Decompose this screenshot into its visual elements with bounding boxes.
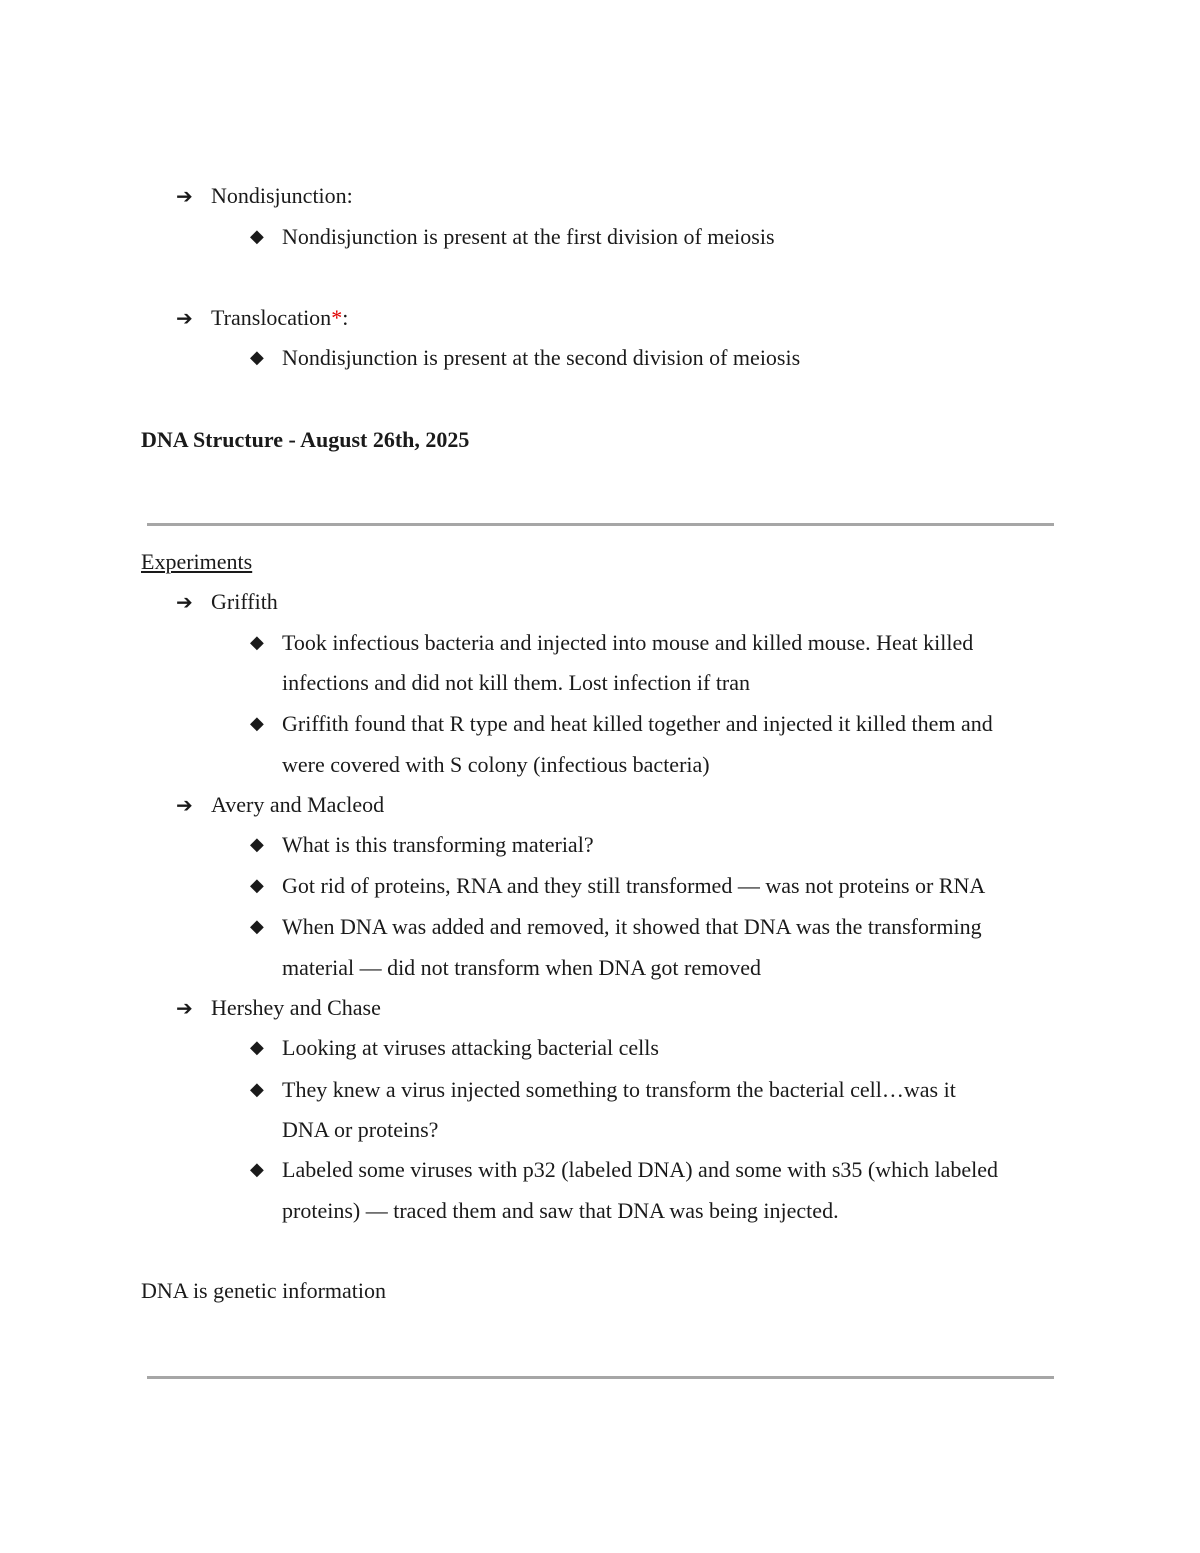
diamond-bullet-icon: ◆ [250, 347, 264, 368]
avery-bullet-3-line-1: When DNA was added and removed, it showed that DNA was the transforming [282, 914, 982, 939]
asterisk-mark: * [331, 305, 343, 330]
griffith-bullet-1-line-2: infections and did not kill them. Lost infection if tran [282, 670, 751, 695]
hershey-bullet-3-line-2: proteins) — traced them and saw that DNA was being injected. [282, 1198, 839, 1223]
arrow-bullet-icon: ➔ [176, 590, 193, 614]
section-heading: DNA Structure - August 26th, 2025 [141, 427, 470, 452]
diamond-bullet-icon: ◆ [250, 916, 264, 937]
hershey-bullet-1: Looking at viruses attacking bacterial cells [282, 1035, 659, 1060]
horizontal-rule [147, 1376, 1054, 1379]
hershey-bullet-2-line-1: They knew a virus injected something to transform the bacterial cell…was it [282, 1077, 956, 1102]
avery-bullet-3-line-2: material — did not transform when DNA got removed [282, 955, 762, 980]
griffith-title: Griffith [211, 589, 278, 614]
griffith-bullet-1-line-1: Took infectious bacteria and injected into mouse and killed mouse. Heat killed [282, 630, 974, 655]
diamond-bullet-icon: ◆ [250, 1079, 264, 1100]
avery-bullet-1: What is this transforming material? [282, 832, 594, 857]
avery-bullet-2: Got rid of proteins, RNA and they still transformed — was not proteins or RNA [282, 873, 986, 898]
diamond-bullet-icon: ◆ [250, 226, 264, 247]
horizontal-rule [147, 523, 1054, 526]
translocation-colon: : [342, 305, 349, 330]
diamond-bullet-icon: ◆ [250, 713, 264, 734]
arrow-bullet-icon: ➔ [176, 184, 193, 208]
conclusion-text: DNA is genetic information [141, 1278, 387, 1303]
hershey-bullet-3-line-1: Labeled some viruses with p32 (labeled DNA) and some with s35 (which labeled [282, 1157, 999, 1182]
nondisjunction-title: Nondisjunction: [211, 183, 353, 208]
diamond-bullet-icon: ◆ [250, 875, 264, 896]
translocation-title [211, 303, 348, 333]
experiments-heading: Experiments [141, 549, 253, 574]
diamond-bullet-icon: ◆ [250, 632, 264, 653]
diamond-bullet-icon: ◆ [250, 1037, 264, 1058]
translocation-title-text: Translocation [211, 305, 332, 330]
diamond-bullet-icon: ◆ [250, 1159, 264, 1180]
arrow-bullet-icon: ➔ [176, 793, 193, 817]
arrow-bullet-icon: ➔ [176, 306, 193, 330]
griffith-bullet-2-line-1: Griffith found that R type and heat killed together and injected it killed them and [282, 711, 993, 736]
translocation-bullet: Nondisjunction is present at the second division of meiosis [282, 345, 801, 370]
hershey-title: Hershey and Chase [211, 995, 381, 1020]
arrow-bullet-icon: ➔ [176, 996, 193, 1020]
diamond-bullet-icon: ◆ [250, 834, 264, 855]
avery-title: Avery and Macleod [211, 792, 385, 817]
nondisjunction-bullet: Nondisjunction is present at the first division of meiosis [282, 224, 775, 249]
hershey-bullet-2-line-2: DNA or proteins? [282, 1117, 439, 1142]
griffith-bullet-2-line-2: were covered with S colony (infectious bacteria) [282, 752, 710, 777]
